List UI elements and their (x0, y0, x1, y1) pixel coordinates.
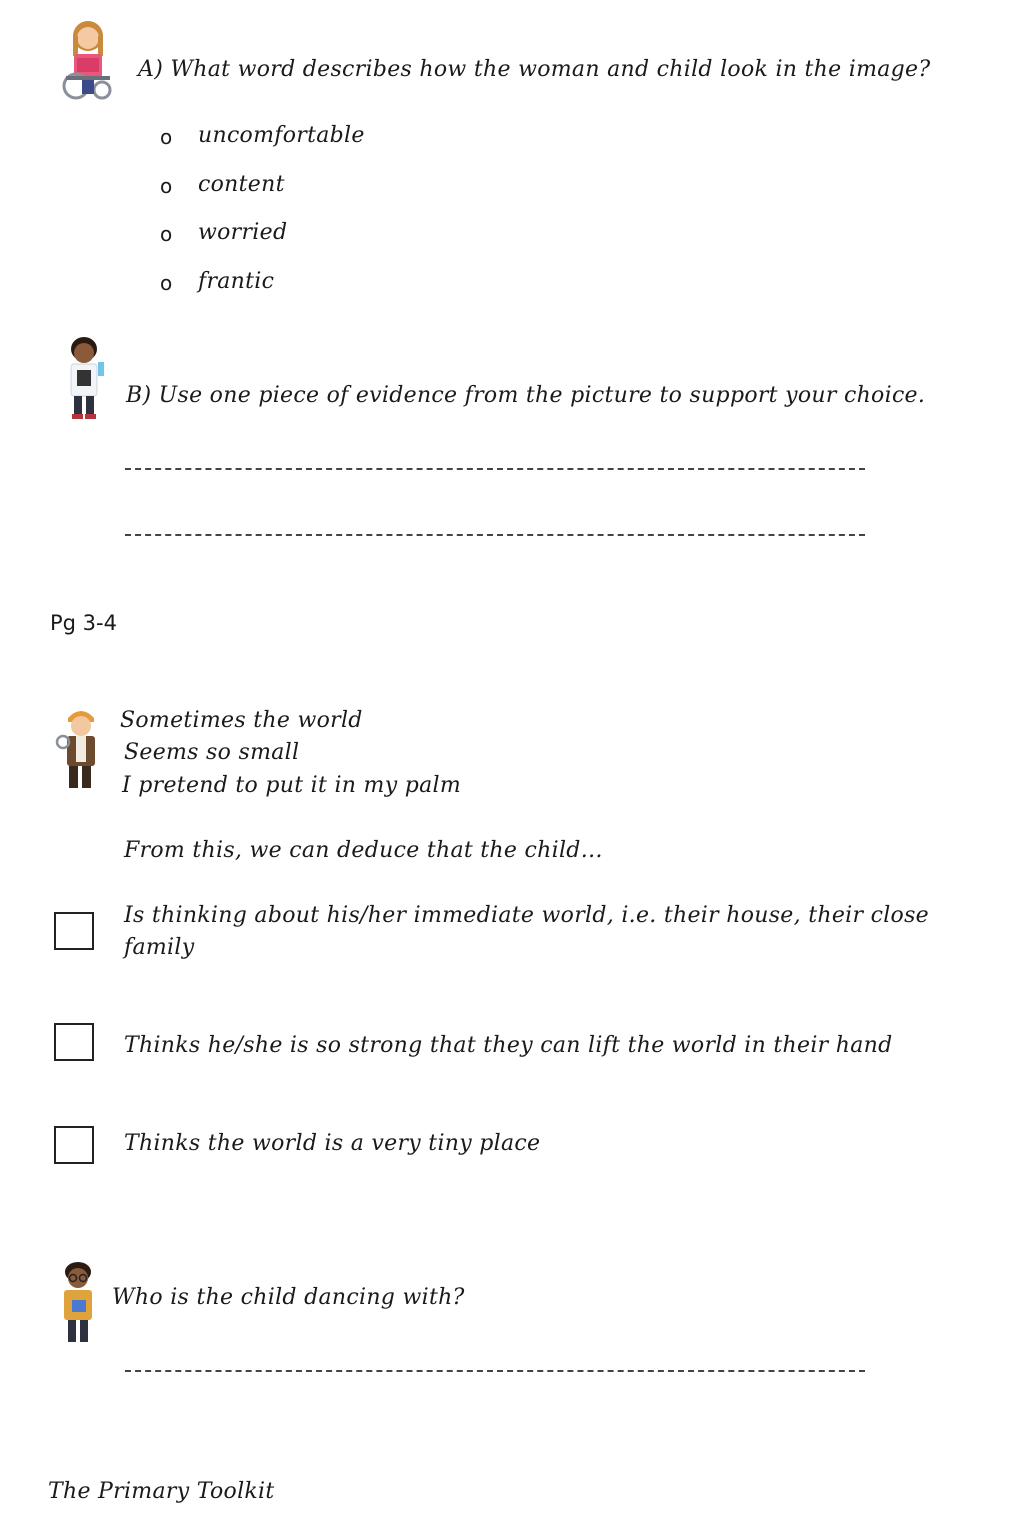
option-bullet: o (160, 271, 173, 295)
option-uncomfortable[interactable]: uncomfortable (198, 123, 365, 148)
option-bullet: o (160, 174, 173, 198)
detective-magnifier-icon (54, 704, 106, 794)
boy-with-book-icon (56, 1260, 100, 1350)
option-bullet: o (160, 222, 173, 246)
option-bullet: o (160, 125, 173, 149)
answer-line-b-1[interactable] (125, 468, 865, 470)
question-b-text: B) Use one piece of evidence from the picture to support your choice. (126, 383, 926, 408)
answer-line-b-2[interactable] (125, 534, 865, 536)
answer-line-c-1[interactable] (125, 1370, 865, 1372)
choice-text-2: Thinks he/she is so strong that they can lift the world in their hand (124, 1033, 893, 1058)
choice-text-3: Thinks the world is a very tiny place (124, 1131, 541, 1156)
poem-line-2: Seems so small (124, 740, 300, 765)
deduce-prompt: From this, we can deduce that the child… (124, 838, 603, 863)
scientist-girl-icon (62, 336, 112, 422)
option-worried[interactable]: worried (198, 220, 288, 245)
option-frantic[interactable]: frantic (198, 269, 275, 294)
page-reference: Pg 3-4 (50, 611, 117, 635)
footer-text: The Primary Toolkit (48, 1479, 275, 1504)
choice-checkbox-1[interactable] (54, 912, 94, 950)
girl-reading-wheelchair-icon (60, 20, 116, 104)
choice-checkbox-3[interactable] (54, 1126, 94, 1164)
question-a-text: A) What word describes how the woman and child look in the image? (138, 57, 931, 82)
poem-line-1: Sometimes the world (120, 708, 363, 733)
choice-text-1: Is thinking about his/her immediate world, i.e. their house, their close family (124, 903, 929, 960)
choice-checkbox-2[interactable] (54, 1023, 94, 1061)
poem-line-3: I pretend to put it in my palm (122, 773, 462, 798)
option-content[interactable]: content (198, 172, 285, 197)
question-c-text: Who is the child dancing with? (112, 1285, 465, 1310)
